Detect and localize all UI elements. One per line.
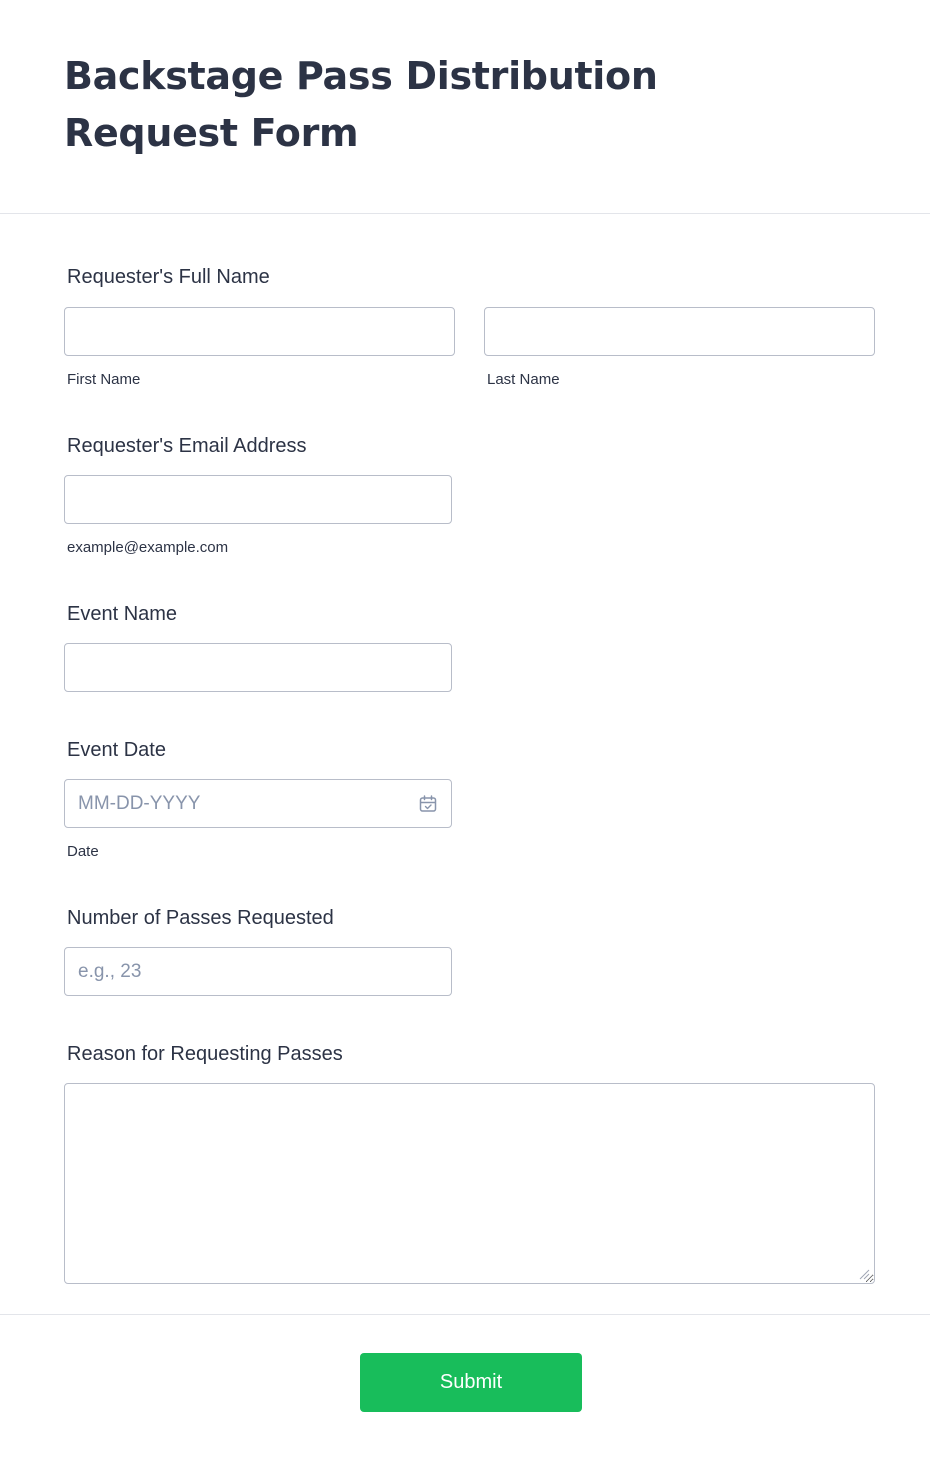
submit-button[interactable]: Submit	[360, 1353, 582, 1412]
form-header	[0, 0, 930, 214]
email-input[interactable]	[64, 475, 452, 524]
passes-label: Number of Passes Requested	[67, 907, 334, 929]
calendar-icon[interactable]	[418, 794, 438, 814]
first-name-input[interactable]	[64, 307, 455, 356]
first-name-sublabel: First Name	[67, 371, 141, 388]
event-date-sublabel: Date	[67, 843, 99, 860]
event-date-label: Event Date	[67, 739, 166, 761]
reason-textarea[interactable]	[64, 1083, 875, 1284]
event-date-input[interactable]	[64, 779, 452, 828]
passes-input[interactable]	[64, 947, 452, 996]
event-name-label: Event Name	[67, 603, 178, 625]
footer-divider	[0, 1314, 930, 1315]
email-label: Requester's Email Address	[67, 435, 307, 457]
email-sublabel: example@example.com	[67, 539, 229, 556]
last-name-input[interactable]	[484, 307, 875, 356]
last-name-sublabel: Last Name	[487, 371, 560, 388]
form-title: Backstage Pass Distribution Request Form	[64, 54, 658, 155]
full-name-label: Requester's Full Name	[67, 266, 270, 288]
reason-label: Reason for Requesting Passes	[67, 1043, 343, 1065]
event-name-input[interactable]	[64, 643, 452, 692]
resize-grip-icon[interactable]	[858, 1268, 870, 1280]
